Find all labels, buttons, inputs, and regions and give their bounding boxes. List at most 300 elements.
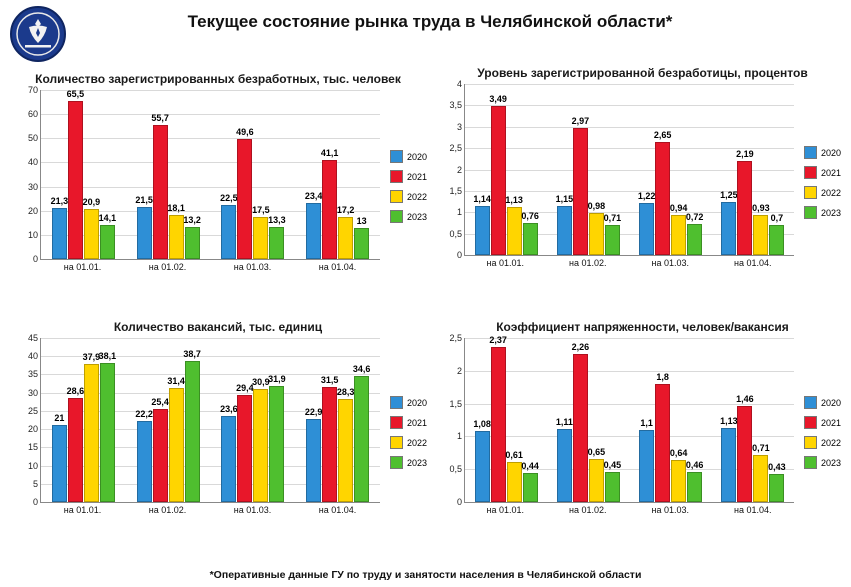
bar-value-label: 0,44 <box>521 461 539 472</box>
bar-2023 <box>269 338 284 502</box>
bar-fill <box>753 215 768 255</box>
bar-fill <box>573 128 588 255</box>
legend-swatch <box>390 416 403 429</box>
bar-fill <box>253 389 268 502</box>
page-title: Текущее состояние рынка труда в Челябинской области* <box>187 12 673 31</box>
legend-swatch <box>804 206 817 219</box>
bar-fill <box>721 428 736 502</box>
x-axis-tick-label: на 01.02. <box>148 505 187 515</box>
bar-2023 <box>185 90 200 259</box>
bar-value-label: 21 <box>54 413 65 424</box>
bar-2021 <box>737 338 752 502</box>
bar-2023 <box>769 84 784 255</box>
bar-2023 <box>269 90 284 259</box>
bar-value-label: 1,1 <box>640 417 653 428</box>
bar-fill <box>100 363 115 502</box>
legend-swatch <box>804 146 817 159</box>
bar-group <box>547 84 629 255</box>
legend-label: 2021 <box>407 417 428 428</box>
bar-value-label: 29,4 <box>236 382 254 393</box>
y-axis-tick-label: 3 <box>456 121 462 132</box>
plot-unemployment-rate <box>449 79 794 260</box>
bar-fill <box>753 455 768 502</box>
bar-fill <box>221 416 236 502</box>
bar-value-label: 0,43 <box>768 461 786 472</box>
bar-2023 <box>523 84 538 255</box>
legend-item-2020 <box>390 396 427 409</box>
legend-label: 2021 <box>821 167 842 178</box>
x-axis-labels-unemployment-rate <box>464 258 794 268</box>
coat-of-arms-emblem <box>10 6 66 62</box>
legend-swatch <box>390 456 403 469</box>
y-axis-tick-label: 30 <box>27 387 38 398</box>
legend-swatch <box>390 436 403 449</box>
legend-item-2022 <box>390 190 427 203</box>
bar-fill <box>671 460 686 502</box>
bar-2020 <box>475 338 490 502</box>
bar-value-label: 1,14 <box>473 194 491 205</box>
bar-2023 <box>354 338 369 502</box>
bar-2021 <box>153 338 168 502</box>
bar-value-label: 13 <box>356 215 367 226</box>
bar-value-label: 20,9 <box>82 196 101 207</box>
legend-swatch <box>804 396 817 409</box>
bar-fill <box>639 203 654 255</box>
bar-value-label: 22,9 <box>304 406 323 417</box>
bar-2020 <box>137 338 152 502</box>
bar-2021 <box>737 84 752 255</box>
bar-value-label: 30,9 <box>252 377 270 388</box>
bar-value-label: 34,6 <box>352 363 371 374</box>
bar-fill <box>269 227 284 259</box>
plot-unemployed <box>27 85 380 264</box>
bar-fill <box>354 376 369 502</box>
y-axis-tick-label: 10 <box>27 460 38 471</box>
bar-2021 <box>655 84 670 255</box>
bar-fill <box>589 213 604 255</box>
bar-fill <box>523 473 538 502</box>
bar-2023 <box>185 338 200 502</box>
bar-2022 <box>671 84 686 255</box>
legend-item-2023 <box>804 206 841 219</box>
bar-value-label: 23,4 <box>304 190 323 201</box>
bar-fill <box>153 409 168 502</box>
bar-value-label: 1,25 <box>720 189 738 200</box>
bar-fill <box>338 399 353 502</box>
bar-2022 <box>338 90 353 259</box>
bar-fill <box>322 160 337 259</box>
bar-value-label: 0,72 <box>685 212 704 223</box>
bar-fill <box>491 347 506 502</box>
bar-2023 <box>354 90 369 259</box>
legend-label: 2021 <box>407 171 428 182</box>
bar-fill <box>100 225 115 259</box>
bar-value-label: 23,6 <box>220 404 238 414</box>
bar-fill <box>589 459 604 502</box>
y-axis-tick-label: 1 <box>456 431 462 442</box>
bar-value-label: 0,64 <box>669 448 688 459</box>
plot-vacancies <box>27 333 380 507</box>
y-axis-tick-label: 0 <box>456 497 462 507</box>
legend-tension-ratio <box>804 396 841 476</box>
bar-fill <box>737 406 752 502</box>
y-axis-tick-label: 0,5 <box>449 228 462 239</box>
bar-2023 <box>605 84 620 255</box>
x-axis-tick-label: на 01.02. <box>569 505 607 515</box>
y-axis-tick-label: 0 <box>32 497 38 507</box>
y-axis-tick-label: 35 <box>27 369 38 380</box>
bar-group <box>465 84 547 255</box>
bar-2023 <box>605 338 620 502</box>
bar-value-label: 0,93 <box>752 203 770 214</box>
bar-2020 <box>721 84 736 255</box>
bar-value-label: 2,97 <box>571 116 590 127</box>
legend-label: 2020 <box>821 147 842 158</box>
bar-2020 <box>306 90 321 259</box>
bar-value-label: 28,6 <box>66 385 85 396</box>
bar-fill <box>605 225 620 255</box>
bar-value-label: 1,22 <box>637 190 656 201</box>
bar-2020 <box>557 84 572 255</box>
bar-fill <box>507 207 522 255</box>
legend-item-2022 <box>804 436 841 449</box>
bar-2020 <box>475 84 490 255</box>
y-axis-tick-label: 60 <box>27 109 38 120</box>
legend-swatch <box>390 150 403 163</box>
bar-value-label: 17,2 <box>336 205 355 216</box>
legend-unemployed <box>390 150 427 230</box>
bar-2022 <box>253 338 268 502</box>
bar-group <box>126 338 211 502</box>
legend-vacancies <box>390 396 427 476</box>
x-axis-tick-label: на 01.04. <box>734 505 772 515</box>
legend-item-2020 <box>390 150 427 163</box>
bar-2023 <box>100 90 115 259</box>
bar-fill <box>52 208 67 259</box>
bar-group <box>41 90 126 259</box>
bar-value-label: 2,19 <box>736 149 754 160</box>
legend-swatch <box>804 416 817 429</box>
legend-item-2020 <box>804 396 841 409</box>
legend-item-2022 <box>390 436 427 449</box>
y-axis-tick-label: 70 <box>27 85 38 95</box>
legend-item-2021 <box>390 416 427 429</box>
bar-fill <box>557 206 572 255</box>
bar-2020 <box>639 84 654 255</box>
bar-fill <box>185 227 200 259</box>
bar-fill <box>68 101 83 259</box>
bar-fill <box>237 139 252 259</box>
bar-2020 <box>721 338 736 502</box>
bar-2023 <box>523 338 538 502</box>
bar-2022 <box>671 338 686 502</box>
bar-2020 <box>52 90 67 259</box>
bar-fill <box>153 125 168 259</box>
chart-title-unemployment-rate: Уровень зарегистрированной безработицы, процентов <box>477 66 808 80</box>
bar-2022 <box>507 84 522 255</box>
legend-item-2021 <box>804 166 841 179</box>
bar-2022 <box>84 90 99 259</box>
legend-item-2023 <box>804 456 841 469</box>
legend-swatch <box>804 456 817 469</box>
bar-value-label: 1,13 <box>720 415 738 426</box>
legend-swatch <box>390 210 403 223</box>
bar-2021 <box>237 338 252 502</box>
x-axis-tick-label: на 01.04. <box>318 262 357 272</box>
bar-2021 <box>68 90 83 259</box>
bar-2022 <box>753 338 768 502</box>
y-axis-tick-label: 45 <box>27 333 38 343</box>
bar-fill <box>655 142 670 255</box>
legend-label: 2023 <box>407 457 428 468</box>
bar-group <box>712 338 794 502</box>
y-axis-tick-label: 15 <box>27 442 38 453</box>
bar-2021 <box>322 338 337 502</box>
legend-swatch <box>804 436 817 449</box>
chart-area-unemployment-rate <box>440 79 845 268</box>
bar-2022 <box>253 90 268 259</box>
x-axis-tick-label: на 01.04. <box>318 505 357 515</box>
footnote: *Оперативные данные ГУ по труду и занятости населения в Челябинской области <box>209 569 642 581</box>
y-axis-tick-label: 2 <box>456 365 462 376</box>
bar-fill <box>354 228 369 259</box>
bar-value-label: 38,7 <box>183 348 201 359</box>
bar-value-label: 0,65 <box>587 447 606 458</box>
legend-label: 2023 <box>407 211 428 222</box>
x-axis-tick-label: на 01.01. <box>486 505 524 515</box>
bar-fill <box>185 361 200 502</box>
x-axis-tick-label: на 01.03. <box>233 505 272 515</box>
bar-fill <box>557 429 572 502</box>
bar-value-label: 25,4 <box>151 397 169 408</box>
legend-label: 2020 <box>821 397 842 408</box>
y-axis-tick-label: 40 <box>27 157 38 168</box>
x-axis-tick-label: на 01.01. <box>63 505 102 515</box>
legend-swatch <box>390 190 403 203</box>
bar-2023 <box>687 84 702 255</box>
bar-2020 <box>52 338 67 502</box>
bar-2021 <box>153 90 168 259</box>
y-axis-tick-label: 10 <box>27 229 38 240</box>
bar-value-label: 2,26 <box>571 341 590 352</box>
bar-value-label: 0,98 <box>587 201 606 212</box>
bar-fill <box>475 431 490 502</box>
y-axis-tick-label: 40 <box>27 351 38 362</box>
bar-value-label: 31,9 <box>268 373 286 384</box>
legend-label: 2021 <box>821 417 842 428</box>
legend-swatch <box>804 186 817 199</box>
bar-value-label: 13,3 <box>268 214 286 225</box>
legend-item-2020 <box>804 146 841 159</box>
legend-label: 2020 <box>407 397 428 408</box>
x-axis-tick-label: на 01.01. <box>63 262 102 272</box>
bar-value-label: 1,11 <box>555 417 573 428</box>
bar-fill <box>68 398 83 502</box>
bar-fill <box>769 474 784 502</box>
bar-value-label: 55,7 <box>151 112 169 123</box>
bar-2020 <box>137 90 152 259</box>
x-axis-tick-label: на 01.01. <box>486 258 524 268</box>
bar-fill <box>721 202 736 255</box>
bar-value-label: 0,7 <box>770 213 784 224</box>
legend-item-2021 <box>390 170 427 183</box>
bar-2021 <box>573 338 588 502</box>
bar-fill <box>687 472 702 502</box>
bar-value-label: 2,37 <box>489 334 507 345</box>
bar-value-label: 14,1 <box>98 212 117 223</box>
bar-2022 <box>507 338 522 502</box>
bar-2022 <box>169 338 184 502</box>
legend-label: 2023 <box>821 457 842 468</box>
y-axis-tick-label: 1,5 <box>449 398 462 409</box>
bar-groups <box>41 338 380 502</box>
y-axis-tick-label: 0 <box>456 250 462 260</box>
bar-value-label: 49,6 <box>236 127 254 138</box>
chart-panel-vacancies <box>12 320 428 550</box>
bar-2021 <box>489 334 507 502</box>
y-axis-tick-label: 20 <box>27 424 38 435</box>
bar-value-label: 17,5 <box>252 204 270 215</box>
bar-value-label: 41,1 <box>320 147 339 158</box>
legend-item-2021 <box>804 416 841 429</box>
bar-fill <box>639 430 654 502</box>
legend-swatch <box>390 396 403 409</box>
legend-label: 2022 <box>407 191 428 202</box>
bar-fill <box>573 354 588 502</box>
bar-fill <box>137 421 152 502</box>
bar-value-label: 28,3 <box>336 386 355 397</box>
bar-fill <box>655 384 670 502</box>
bar-fill <box>306 419 321 502</box>
y-axis-tick-label: 2,5 <box>449 143 462 154</box>
bar-2021 <box>573 84 588 255</box>
bar-2021 <box>491 84 506 255</box>
y-axis-tick-label: 5 <box>32 478 38 489</box>
bar-value-label: 38,1 <box>98 351 117 362</box>
x-axis-tick-label: на 01.02. <box>569 258 607 268</box>
legend-swatch <box>804 166 817 179</box>
bar-value-label: 0,61 <box>505 449 523 460</box>
legend-label: 2020 <box>407 151 428 162</box>
x-axis-tick-label: на 01.03. <box>651 505 689 515</box>
chart-panel-unemployed <box>12 72 428 302</box>
legend-item-2022 <box>804 186 841 199</box>
bar-value-label: 65,5 <box>66 88 85 99</box>
chart-area-vacancies <box>12 333 428 515</box>
bar-groups <box>465 84 794 255</box>
bar-value-label: 31,5 <box>320 375 339 386</box>
bar-value-label: 1,13 <box>505 194 523 205</box>
bar-group <box>295 338 380 502</box>
bar-2022 <box>84 338 99 502</box>
bar-value-label: 1,8 <box>656 371 669 382</box>
bar-value-label: 2,65 <box>653 129 672 140</box>
bar-value-label: 0,46 <box>685 459 704 470</box>
y-axis-tick-label: 3,5 <box>449 100 462 111</box>
bar-fill <box>269 386 284 502</box>
bar-value-label: 18,1 <box>167 203 185 214</box>
bar-fill <box>169 215 184 259</box>
bar-2020 <box>306 338 321 502</box>
legend-label: 2022 <box>407 437 428 448</box>
legend-item-2023 <box>390 456 427 469</box>
bar-fill <box>671 215 686 255</box>
x-axis-labels-tension-ratio <box>464 505 794 515</box>
y-axis-tick-label: 25 <box>27 405 38 416</box>
bar-value-label: 0,45 <box>603 460 622 471</box>
bar-value-label: 37,9 <box>82 351 101 362</box>
bar-fill <box>306 203 321 259</box>
bar-2021 <box>322 90 337 259</box>
chart-area-unemployed <box>12 85 428 272</box>
bar-group <box>547 338 629 502</box>
bar-group <box>211 90 296 259</box>
bar-value-label: 13,2 <box>183 215 201 226</box>
bar-fill <box>507 462 522 502</box>
y-axis-tick-label: 1,5 <box>449 185 462 196</box>
legend-swatch <box>390 170 403 183</box>
bar-group <box>211 338 296 502</box>
bar-value-label: 0,94 <box>669 202 688 213</box>
chart-panel-unemployment-rate <box>440 66 845 302</box>
bar-value-label: 1,08 <box>473 419 491 430</box>
chart-title-vacancies: Количество вакансий, тыс. единиц <box>113 320 323 334</box>
bar-fill <box>687 224 702 255</box>
y-axis-tick-label: 2,5 <box>449 333 462 343</box>
bar-value-label: 21,5 <box>135 195 153 206</box>
legend-item-2023 <box>390 210 427 223</box>
legend-label: 2023 <box>821 207 842 218</box>
bar-value-label: 3,49 <box>489 93 507 104</box>
x-axis-labels-vacancies <box>40 505 380 515</box>
bar-fill <box>491 106 506 255</box>
y-axis-tick-label: 50 <box>27 133 38 144</box>
bar-fill <box>523 223 538 255</box>
bar-2023 <box>687 338 702 502</box>
bar-group <box>41 338 126 502</box>
bar-2023 <box>769 338 784 502</box>
bar-fill <box>253 217 268 259</box>
x-axis-labels-unemployed <box>40 262 380 272</box>
legend-label: 2022 <box>821 437 842 448</box>
y-axis-tick-label: 4 <box>456 79 462 89</box>
bar-fill <box>169 388 184 502</box>
bar-group <box>712 84 794 255</box>
bar-groups <box>41 90 380 259</box>
chart-title-unemployed: Количество зарегистрированных безработных, тыс. человек <box>35 72 401 86</box>
bar-groups <box>465 334 794 502</box>
bar-2020 <box>221 338 236 502</box>
bar-group <box>630 84 712 255</box>
legend-unemployment-rate <box>804 146 841 226</box>
bar-2022 <box>338 338 353 502</box>
y-axis-tick-label: 0,5 <box>449 464 462 475</box>
bar-fill <box>221 205 236 259</box>
bar-2022 <box>169 90 184 259</box>
bar-fill <box>52 425 67 502</box>
bar-value-label: 21,3 <box>50 195 69 206</box>
bar-fill <box>769 225 784 255</box>
chart-panel-tension-ratio <box>440 320 845 550</box>
bar-value-label: 1,46 <box>736 394 754 405</box>
y-axis-tick-label: 0 <box>32 254 38 264</box>
y-axis-tick-label: 1 <box>456 207 462 218</box>
bar-2021 <box>237 90 252 259</box>
bar-value-label: 0,76 <box>521 210 539 221</box>
bar-fill <box>237 395 252 502</box>
bar-fill <box>737 161 752 255</box>
bar-group <box>295 90 380 259</box>
